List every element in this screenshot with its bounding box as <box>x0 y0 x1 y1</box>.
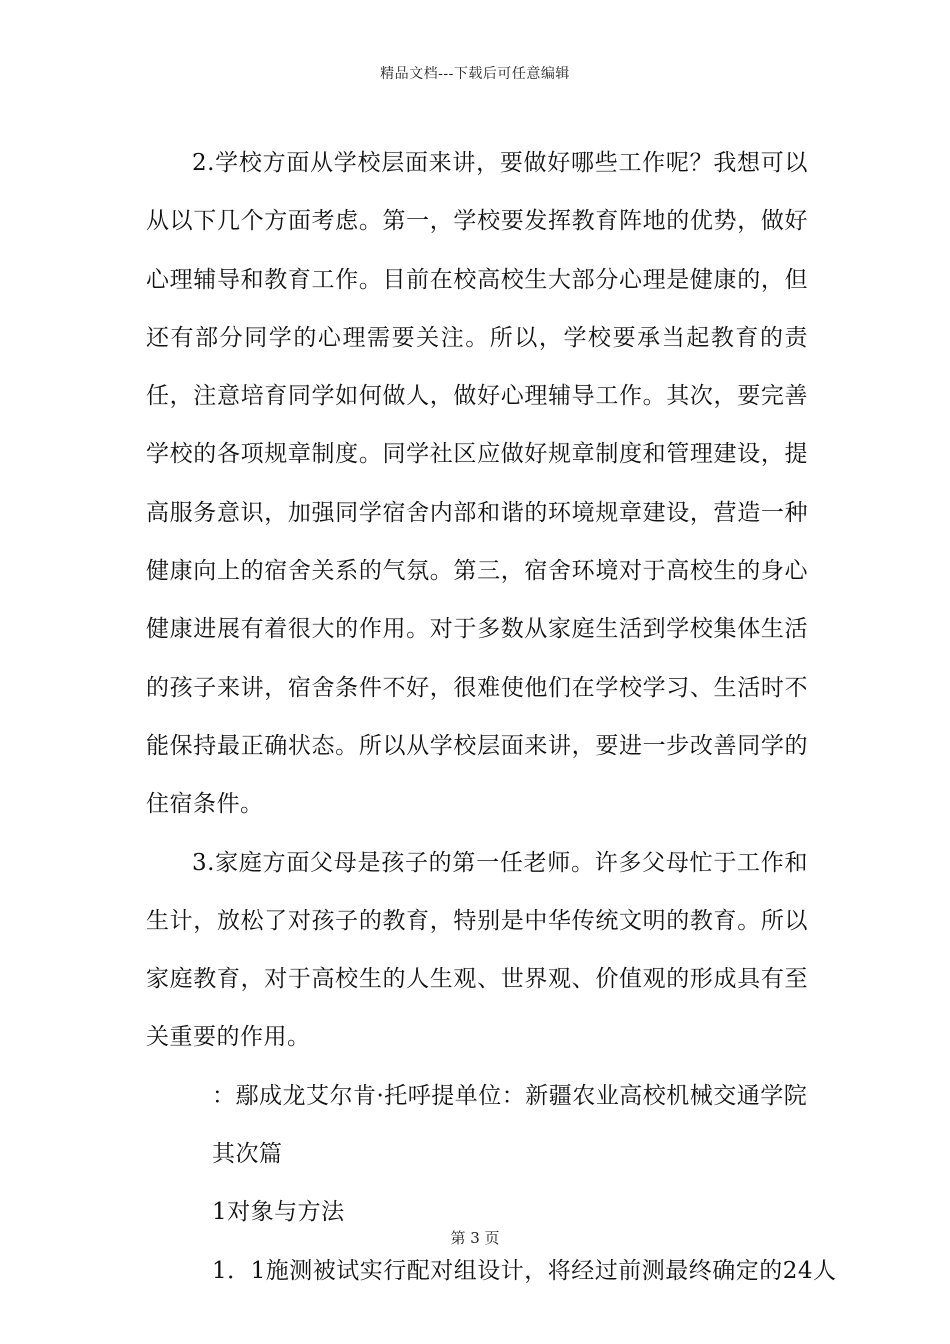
heading-1-1: 1．1施测被试实行配对组设计，将经过前测最终确定的24人 <box>212 1257 837 1284</box>
document-body <box>146 134 837 1300</box>
page-header: 精品文档---下载后可任意编辑 <box>380 66 570 82</box>
paragraph-family: 3.家庭方面父母是孩子的第一任老师。许多父母忙于工作和生计，放松了对孩子的教育，特别是中华传统文明的教育。所以家庭教育，对于高校生的人生观、世界观、价值观的形成具有至关重要的作用。 <box>146 849 808 1051</box>
section-title: 其次篇 <box>212 1141 283 1168</box>
paragraph-school: 2.学校方面从学校层面来讲，要做好哪些工作呢？我想可以从以下几个方面考虑。第一，学校要发挥教育阵地的优势，做好心理辅导和教育工作。目前在校高校生大部分心理是健康的，但还有部分同学的心理需要关注。所以，学校要承当起教育的责任，注意培育同学如何做人，做好心理辅导工作。其次，要完善学校的各项规章制度。同学社区应做好规章制度和管理建设，提高服务意识，加强同学宿舍内部和谐的环境规章建设，营造一种健康向上的宿舍关系的气氛。第三，宿舍环境对于高校生的身心健康进展有着很大的作用。对于多数从家庭生活到学校集体生活的孩子来讲，宿舍条件不好，很难使他们在学校学习、生活时不能保持最正确状态。所以从学校层面来讲，要进一步改善同学的住宿条件。 <box>146 150 808 818</box>
author-line: ：鄢成龙艾尔肯·托呼提单位：新疆农业高校机械交通学院 <box>212 1082 808 1109</box>
page-footer: 第 3 页 <box>450 1229 500 1247</box>
heading-1: 1对象与方法 <box>212 1199 345 1226</box>
